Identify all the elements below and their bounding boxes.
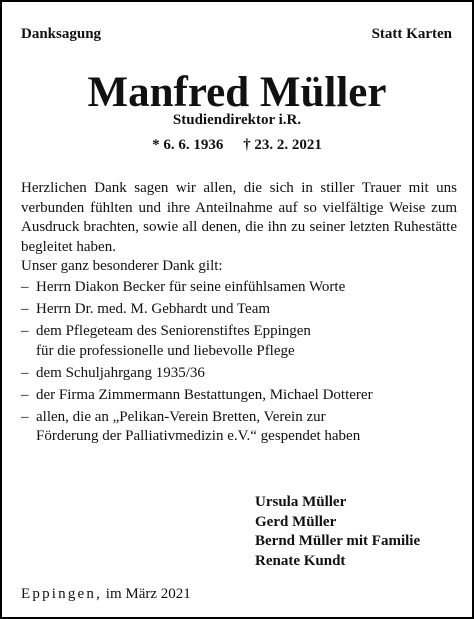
header-statt-karten: Statt Karten — [371, 26, 452, 42]
list-item-line: Herrn Dr. med. M. Gebhardt und Team — [36, 301, 271, 317]
signers-block — [255, 493, 420, 571]
life-dates — [2, 137, 472, 154]
deceased-name: Manfred Müller — [87, 69, 387, 116]
list-dash: – — [21, 408, 29, 425]
list-dash: – — [21, 323, 29, 339]
list-item — [21, 278, 461, 298]
footer-place: Eppingen, — [21, 586, 103, 602]
thanks-intro: Unser ganz besonderer Dank gilt: — [21, 258, 223, 274]
death-date: † 23. 2. 2021 — [243, 137, 322, 153]
list-item-line: der Firma Zimmermann Bestattungen, Michael Dotterer — [36, 386, 373, 403]
list-item — [21, 408, 461, 447]
signer-name: Gerd Müller — [255, 513, 337, 530]
list-item-line: allen, die an „Pelikan-Verein Bretten, Verein zur — [36, 408, 326, 425]
list-item — [21, 364, 461, 384]
list-dash: – — [21, 279, 29, 295]
signer-name: Bernd Müller mit Familie — [255, 533, 421, 549]
list-item-line: Herrn Diakon Becker für seine einfühlsamen Worte — [36, 279, 346, 295]
footer-place-date — [21, 586, 191, 603]
thanks-paragraph: Herzlichen Dank sagen wir allen, die sich in stiller Trauer mit uns verbunden fühlten und ihre Anteilnahme auf so vielfältige Weise zum Ausdruck brachten, sowie all denen, die ihn zu seiner letzten Ruhestätte begleitet haben. — [21, 180, 457, 255]
deceased-title: Studiendirektor i.R. — [172, 112, 302, 128]
list-item — [21, 300, 461, 320]
list-item — [21, 322, 461, 361]
list-dash: – — [21, 386, 29, 403]
thanks-list — [21, 278, 461, 449]
list-item-line: Förderung der Palliativmedizin e.V.“ gespendet haben — [36, 428, 361, 444]
list-item-line: dem Pflegeteam des Seniorenstiftes Eppingen — [36, 323, 311, 339]
signer-name: Ursula Müller — [255, 494, 347, 510]
list-dash: – — [21, 364, 29, 381]
list-item-line: für die professionelle und liebevolle Pflege — [36, 342, 295, 359]
footer-date: im März 2021 — [105, 586, 191, 602]
list-item — [21, 386, 461, 406]
birth-date: * 6. 6. 1936 — [152, 137, 224, 153]
signer-name: Renate Kundt — [255, 552, 346, 569]
list-item-line: dem Schuljahrgang 1935/36 — [36, 364, 205, 381]
list-dash: – — [21, 301, 29, 317]
header-danksagung: Danksagung — [21, 26, 102, 42]
